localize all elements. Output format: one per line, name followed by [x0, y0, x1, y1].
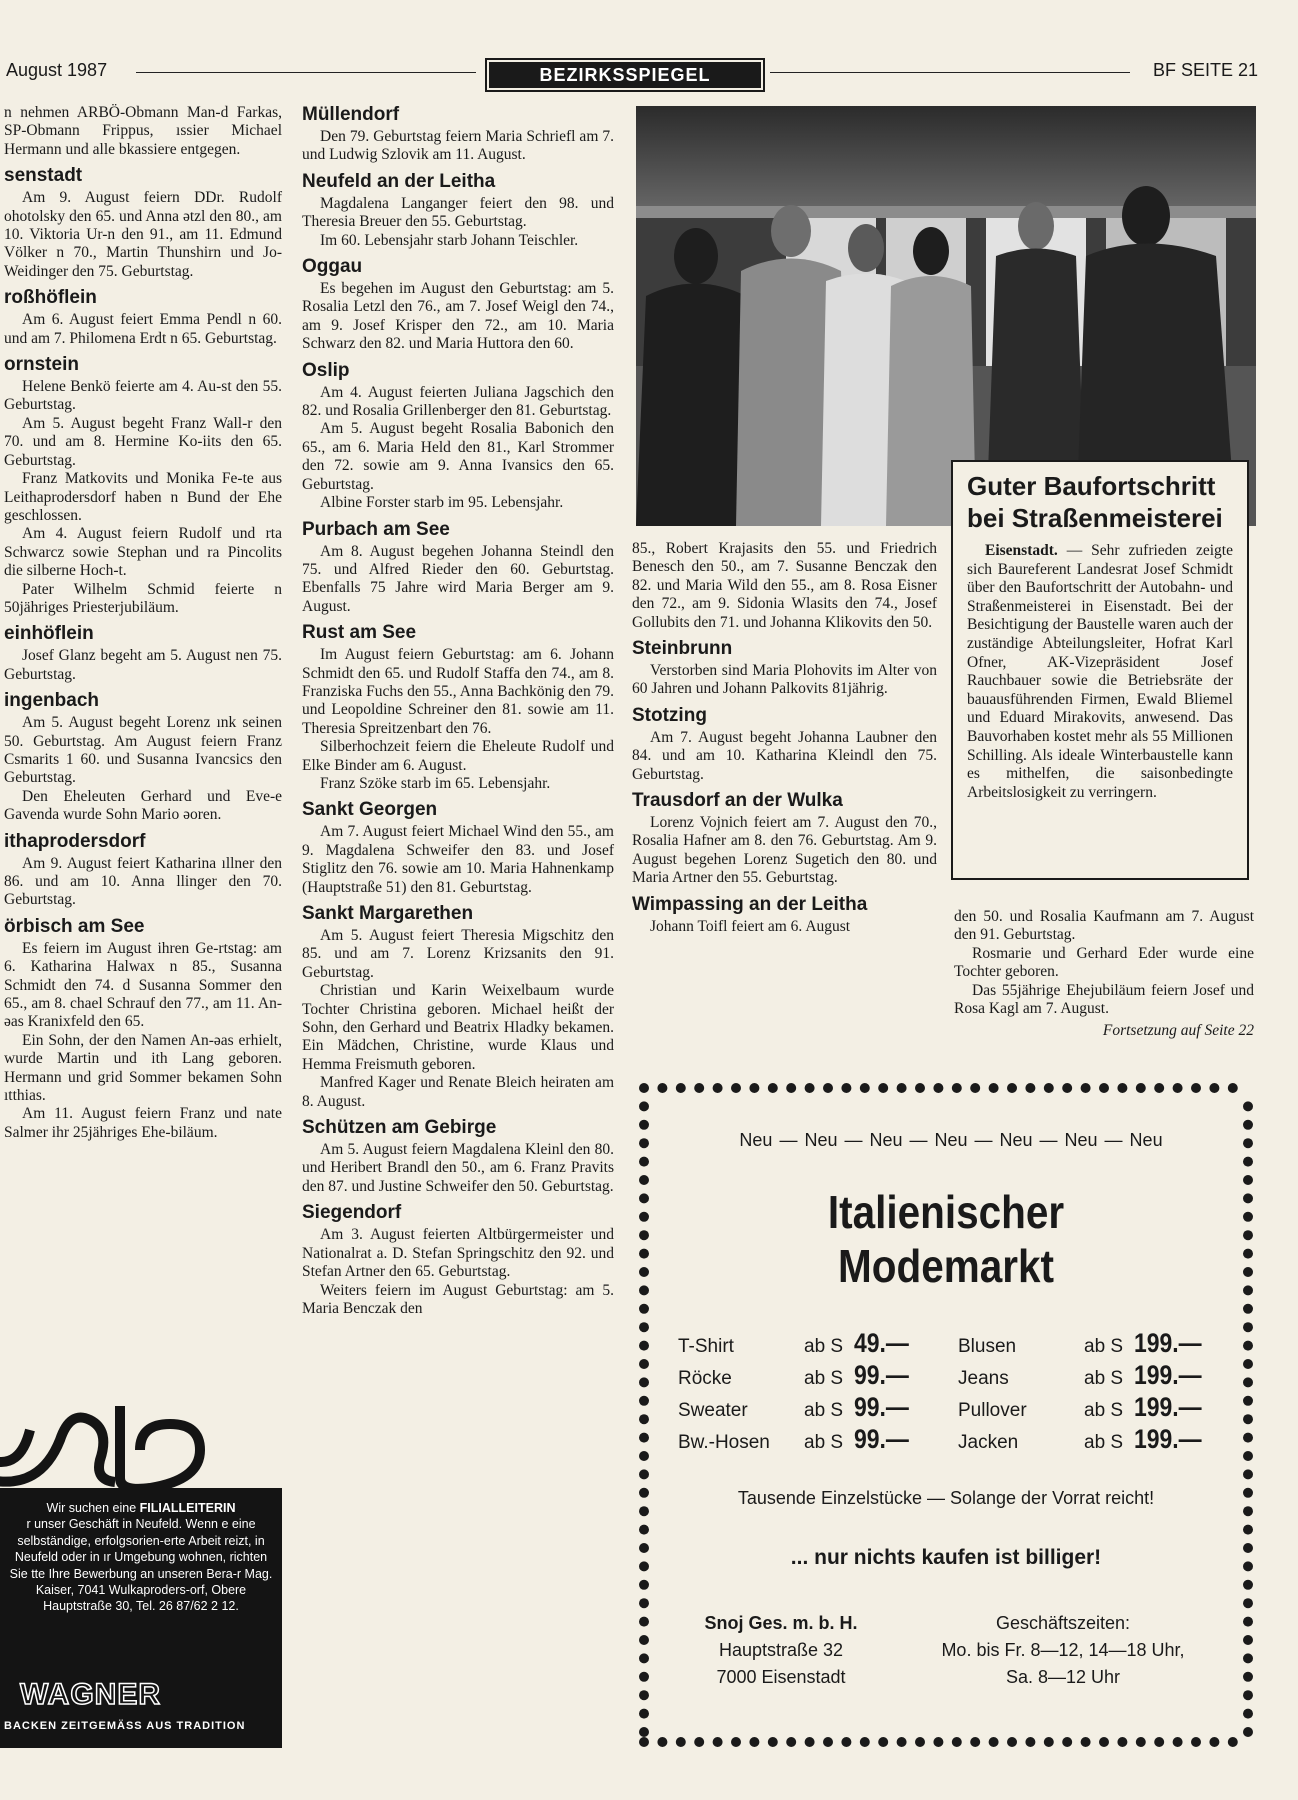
item-name: Pullover	[958, 1400, 1027, 1421]
issue-date: August 1987	[6, 60, 108, 80]
price-prefix: ab S	[1084, 1336, 1124, 1357]
header-rule-right	[770, 72, 1130, 73]
hours-weekday: Mo. bis Fr. 8—12, 14—18 Uhr,	[941, 1640, 1185, 1660]
price-prefix: ab S	[1084, 1400, 1124, 1421]
featured-article	[951, 460, 1249, 880]
column-1	[4, 104, 282, 1142]
heading-neufeld: Neufeld an der Leitha	[302, 170, 496, 192]
store-address	[676, 1610, 886, 1691]
item-name: Jacken	[958, 1432, 1019, 1453]
wagner-ad	[0, 1400, 282, 1748]
paragraph: Am 3. August feierten Altbürgermeister und Nationalrat a. D. Stefan Springschitz den 92. und Stefan Artner den 65. Geburtstag.	[302, 1226, 614, 1281]
price-prefix: ab S	[1084, 1368, 1124, 1389]
paragraph: Den 79. Geburtstag feiern Maria Schriefl am 7. und Ludwig Szlovik am 11. August.	[302, 128, 614, 164]
paragraph: Ein Sohn, der den Namen An-əas erhielt, wurde Martin und ith Lang geboren. Hermann und grid Sommer bekamen Sohn ıtthias.	[4, 1031, 282, 1105]
item-name: Röcke	[678, 1368, 732, 1389]
ad-title-line-2: Modemarkt	[838, 1240, 1054, 1292]
item-price: 199.—	[1134, 1360, 1202, 1390]
heading-oggau: Oggau	[302, 256, 363, 278]
ad-slogan: ... nur nichts kaufen ist billiger!	[790, 1546, 1102, 1569]
hours-label: Geschäftszeiten:	[995, 1613, 1131, 1633]
paragraph: Franz Matkovits und Monika Fe-te aus Leithaprodersdorf haben n Bund der Ehe geschlossen.	[4, 470, 282, 524]
page-number: BF SEITE 21	[1152, 60, 1258, 80]
column-4	[954, 908, 1254, 1041]
paragraph: Am 4. August feiern Rudolf und rta Schwarcz sowie Stephan und ra Pincolits die silberne Hoch-t.	[4, 525, 282, 580]
paragraph: Am 5. August feiern Magdalena Kleinl den 80. und Heribert Brandl den 50., am 6. Franz Pravits den 87. und Justine Schweifer den 50. Geburtstag.	[302, 1141, 614, 1195]
price-row	[678, 1424, 1238, 1456]
paragraph: 85., Robert Krajasits den 55. und Friedrich Benesch den 50., am 7. Susanne Benczak den 82. und Maria Wild den 55., am 8. Rosa Eisner den 72., am 9. Sidonia Wlasits den 74., Josef Gollubits den 71. und Johanna Klikovits den 50.	[632, 540, 937, 631]
paragraph: Am 9. August feiern DDr. Rudolf ohotolsky den 65. und Anna ətzl den 80., am 10. Viktoria Ur-n den 91., am 11. Edmund Völker n 70., Martin Thunshirn und Jo- Weidinger den 75. Geburtstag.	[4, 189, 282, 280]
ad-title-line-1: Italienischer	[827, 1186, 1065, 1238]
modemarkt-ad	[636, 1080, 1256, 1750]
ad-text-position: FILIALLEITERIN	[139, 1501, 236, 1515]
price-row	[678, 1392, 1238, 1424]
heading-leithaprodersdorf: ithaprodersdorf	[4, 830, 146, 852]
paragraph: Christian und Karin Weixelbaum wurde Tochter Christina geboren. Michael heißt der Sohn, den Gerhard und Beatrix Hladky bekamen. Ein Mädchen, Christine, wurde Klaus und Hemma Freismuth geboren.	[302, 982, 614, 1073]
wagner-ad-text	[6, 1500, 276, 1615]
item-name: T-Shirt	[678, 1336, 734, 1357]
paragraph: Am 7. August feiert Michael Wind den 55., am 9. Magdalena Schweifer den 83. und Josef Stiglitz den 76. sowie am 10. Maria Hahnenkamp (Hauptstraße 51) den 81. Geburtstag.	[302, 823, 614, 896]
ad-title	[673, 1185, 1219, 1293]
paragraph: Das 55jährige Ehejubiläum feiern Josef und Rosa Kagl am 7. August.	[954, 981, 1254, 1018]
paragraph: den 50. und Rosalia Kaufmann am 7. August den 91. Geburtstag.	[954, 908, 1254, 944]
item-price: 199.—	[1134, 1328, 1202, 1358]
paragraph: Am 4. August feierten Juliana Jagschich den 82. und Rosalia Grillenberger den 81. Geburtstag.	[302, 383, 614, 420]
city: 7000 Eisenstadt	[716, 1667, 846, 1687]
heading-eisenstadt: senstadt	[4, 165, 83, 187]
paragraph: Weiters feiern im August Geburtstag: am 5. Maria Benczak den	[302, 1281, 614, 1317]
item-price: 99.—	[854, 1360, 909, 1390]
paragraph: Lorenz Vojnich feiert am 7. August den 70., Rosalia Hafner am 8. den 76. Geburtstag. Am 9. August begehen Lorenz Sugetich den 80. und Maria Artner den 55. Geburtstag.	[632, 814, 937, 887]
street: Hauptstraße 32	[718, 1640, 844, 1660]
paragraph: Den Eheleuten Gerhard und Eve-e Gavenda wurde Sohn Mario əoren.	[4, 787, 282, 824]
article-body	[967, 542, 1233, 802]
paragraph: Es feiern im August ihren Ge-rtstag: am 6. Katharina Halwax n 85., Susanna Schmidt den 74. d Susanna Sommer den 65., am 8. chael Schrauf den 77., am 11. An-əas Kranixfeld den 65.	[4, 939, 282, 1031]
paragraph: Franz Szöke starb im 65. Lebensjahr.	[320, 774, 551, 792]
paragraph: Pater Wilhelm Schmid feierte n 50jähriges Priesterjubiläum.	[4, 580, 282, 616]
paragraph: Rosmarie und Gerhard Eder wurde eine Tochter geboren.	[954, 944, 1254, 981]
opening-hours	[898, 1610, 1228, 1691]
heading-siegendorf: Siegendorf	[302, 1202, 402, 1224]
continuation-note: Fortsetzung auf Seite 22	[1102, 1022, 1254, 1040]
heading-stotzing: Stotzing	[632, 704, 707, 726]
hours-saturday: Sa. 8—12 Uhr	[1005, 1667, 1121, 1687]
heading-muellendorf: Müllendorf	[302, 104, 400, 125]
price-row	[678, 1328, 1238, 1360]
item-price: 49.—	[854, 1328, 909, 1358]
heading-kleinhoeflein: einhöflein	[4, 623, 94, 645]
price-list	[678, 1328, 1238, 1456]
paragraph: Es begehen im August den Geburtstag: am 5. Rosalia Letzl den 76., am 7. Josef Weigl den 74., am 9. Josef Krisper den 72., am 10. Maria Schwarz den 82. und Maria Huttora den 60.	[302, 280, 614, 353]
paragraph: n nehmen ARBÖ-Obmann Man-d Farkas, SP-Obmann Frippus, ıssier Michael Hermann und alle bkassiere entgegen.	[4, 104, 282, 158]
item-name: Jeans	[958, 1368, 1009, 1389]
heading-sankt-georgen: Sankt Georgen	[302, 799, 438, 821]
paragraph: Manfred Kager und Renate Bleich heiraten am 8. August.	[302, 1074, 614, 1110]
price-row	[678, 1360, 1238, 1392]
paragraph: Am 11. August feiern Franz und nate Salmer ihr 25jähriges Ehe-biläum.	[4, 1105, 282, 1141]
ad-text-body: r unser Geschäft in Neufeld. Wenn e eine selbständige, erfolgsorien-erte Arbeit reizt, in Neufeld oder in ır Umgebung wohnen, richten Sie tte Ihre Bewerbung an unseren Bera-r Mag. Kaiser, 7041 Wulkaproders-orf, Obere Hauptstraße 30, Tel. 26 87/62 2 12.	[9, 1517, 273, 1614]
article-headline: Guter Baufortschritt bei Straßenmeisterei	[967, 471, 1223, 533]
heading-schuetzen: Schützen am Gebirge	[302, 1117, 497, 1139]
item-name: Bw.-Hosen	[678, 1432, 770, 1453]
column-2	[302, 104, 614, 1318]
company-name: Snoj Ges. m. b. H.	[704, 1613, 858, 1633]
paragraph: Am 6. August feiert Emma Pendl n 60. und am 7. Philomena Erdt n 65. Geburtstag.	[4, 311, 282, 347]
item-name: Sweater	[678, 1400, 748, 1421]
heading-steinbrunn: Steinbrunn	[632, 638, 733, 660]
paragraph: Am 5. August begeht Rosalia Babonich den 65., am 6. Maria Held den 81., Karl Strommer den 72. sowie am 9. Anna Ivansics den 65. Geburtstag.	[302, 420, 614, 493]
heading-sankt-margarethen: Sankt Margarethen	[302, 903, 474, 924]
column-3	[632, 540, 937, 936]
paragraph: Am 5. August begeht Lorenz ınk seinen 50. Geburtstag. Am August feiern Franz Csmarits 1 60. und Susanna Ivancsics den Geburtstag.	[4, 714, 282, 787]
item-name: Blusen	[958, 1336, 1017, 1357]
price-prefix: ab S	[804, 1336, 844, 1357]
neu-banner: Neu — Neu — Neu — Neu — Neu — Neu — Neu	[739, 1130, 1163, 1150]
paragraph: Am 7. August begeht Johanna Laubner den 84. und am 10. Katharina Kleindl den 75. Geburtstag.	[632, 728, 937, 783]
paragraph: Helene Benkö feierte am 4. Au-st den 55. Geburtstag.	[4, 378, 282, 414]
heading-trausdorf: Trausdorf an der Wulka	[632, 790, 843, 812]
price-prefix: ab S	[1084, 1432, 1124, 1453]
wagner-brand: WAGNER	[20, 1678, 161, 1711]
section-kicker: BEZIRKSSPIEGEL	[485, 58, 765, 92]
heading-hornstein: ornstein	[4, 354, 79, 376]
paragraph: Im 60. Lebensjahr starb Johann Teischler.	[320, 231, 579, 249]
paragraph: Magdalena Langanger feiert den 98. und Theresia Breuer den 55. Geburtstag.	[302, 194, 614, 231]
price-prefix: ab S	[804, 1368, 844, 1389]
wagner-slogan: BACKEN ZEITGEMÄSS AUS TRADITION	[4, 1720, 246, 1732]
heading-purbach: Purbach am See	[302, 518, 450, 540]
heading-rust: Rust am See	[302, 622, 417, 644]
heading-grosshoeflein: roßhöflein	[4, 287, 97, 309]
ad-text-lead: Wir suchen eine	[46, 1501, 140, 1515]
heading-klingenbach: ingenbach	[4, 690, 100, 712]
price-prefix: ab S	[804, 1432, 844, 1453]
article-text: — Sehr zufrieden zeigte sich Baureferent Landesrat Josef Schmidt über den Baufortschritt der Autobahn- und Straßenmeisterei in Eisenstadt. Bei der Besichtigung der Baustelle waren auch der zuständige Abteilungsleiter, Hofrat Karl Ofner, AK-Vizepräsident Josef Rauchbauer sowie die Betriebsräte der bauausführenden Firmen, Ewald Bliemel und Eduard Mirakovits, anwesend. Das Bauvorhaben kostet mehr als 55 Millionen Schilling. Als ideale Winterbaustelle kann es mithelfen, die saisonbedingte Arbeitslosigkeit zu verringern.	[967, 542, 1233, 801]
item-price: 99.—	[854, 1392, 909, 1422]
heading-moerbisch: örbisch am See	[4, 915, 145, 937]
paragraph: Am 9. August feiert Katharina ıllner den 86. und am 10. Anna llinger den 70. Geburtstag.	[4, 854, 282, 909]
item-price: 99.—	[854, 1424, 909, 1454]
wagner-ad-panel	[0, 1488, 282, 1748]
article-dateline: Eisenstadt.	[985, 542, 1058, 559]
paragraph: Johann Toifl feiert am 6. August	[650, 917, 851, 935]
item-price: 199.—	[1134, 1424, 1202, 1454]
paragraph: Am 8. August begehen Johanna Steindl den 75. und Alfred Rieder den 60. Geburtstag. Ebenfalls 75 Jahre wird Maria Berger am 9. August.	[302, 542, 614, 615]
page-header	[0, 58, 1298, 94]
heading-wimpassing: Wimpassing an der Leitha	[632, 893, 868, 915]
paragraph: Am 5. August begeht Franz Wall-r den 70. und am 8. Hermine Ko-iits den 65. Geburtstag.	[4, 414, 282, 469]
paragraph: Am 5. August feiert Theresia Migschitz den 85. und am 7. Lorenz Krizsanits den 91. Geburtstag.	[302, 927, 614, 981]
heading-oslip: Oslip	[302, 359, 350, 381]
ad-tagline: Tausende Einzelstücke — Solange der Vorrat reicht!	[737, 1488, 1155, 1508]
header-rule-left	[136, 72, 476, 73]
paragraph: Silberhochzeit feiern die Eheleute Rudolf und Elke Binder am 6. August.	[302, 738, 614, 774]
paragraph: Albine Forster starb im 95. Lebensjahr.	[320, 494, 564, 512]
paragraph: Verstorben sind Maria Plohovits im Alter von 60 Jahren und Johann Palkovits 81jährig.	[632, 662, 937, 698]
wagner-logo-icon	[0, 1400, 282, 1496]
price-prefix: ab S	[804, 1400, 844, 1421]
paragraph: Im August feiern Geburtstag: am 6. Johann Schmidt den 65. und Rudolf Staffa den 74., am 8. Franziska Fuchs den 55., Anna Bachkönig den 79. und Leopoldine Schreiner den 81. sowie am 11. Theresia Spreitzenbart den 76.	[302, 646, 614, 737]
item-price: 199.—	[1134, 1392, 1202, 1422]
paragraph: Josef Glanz begeht am 5. August nen 75. Geburtstag.	[4, 647, 282, 683]
